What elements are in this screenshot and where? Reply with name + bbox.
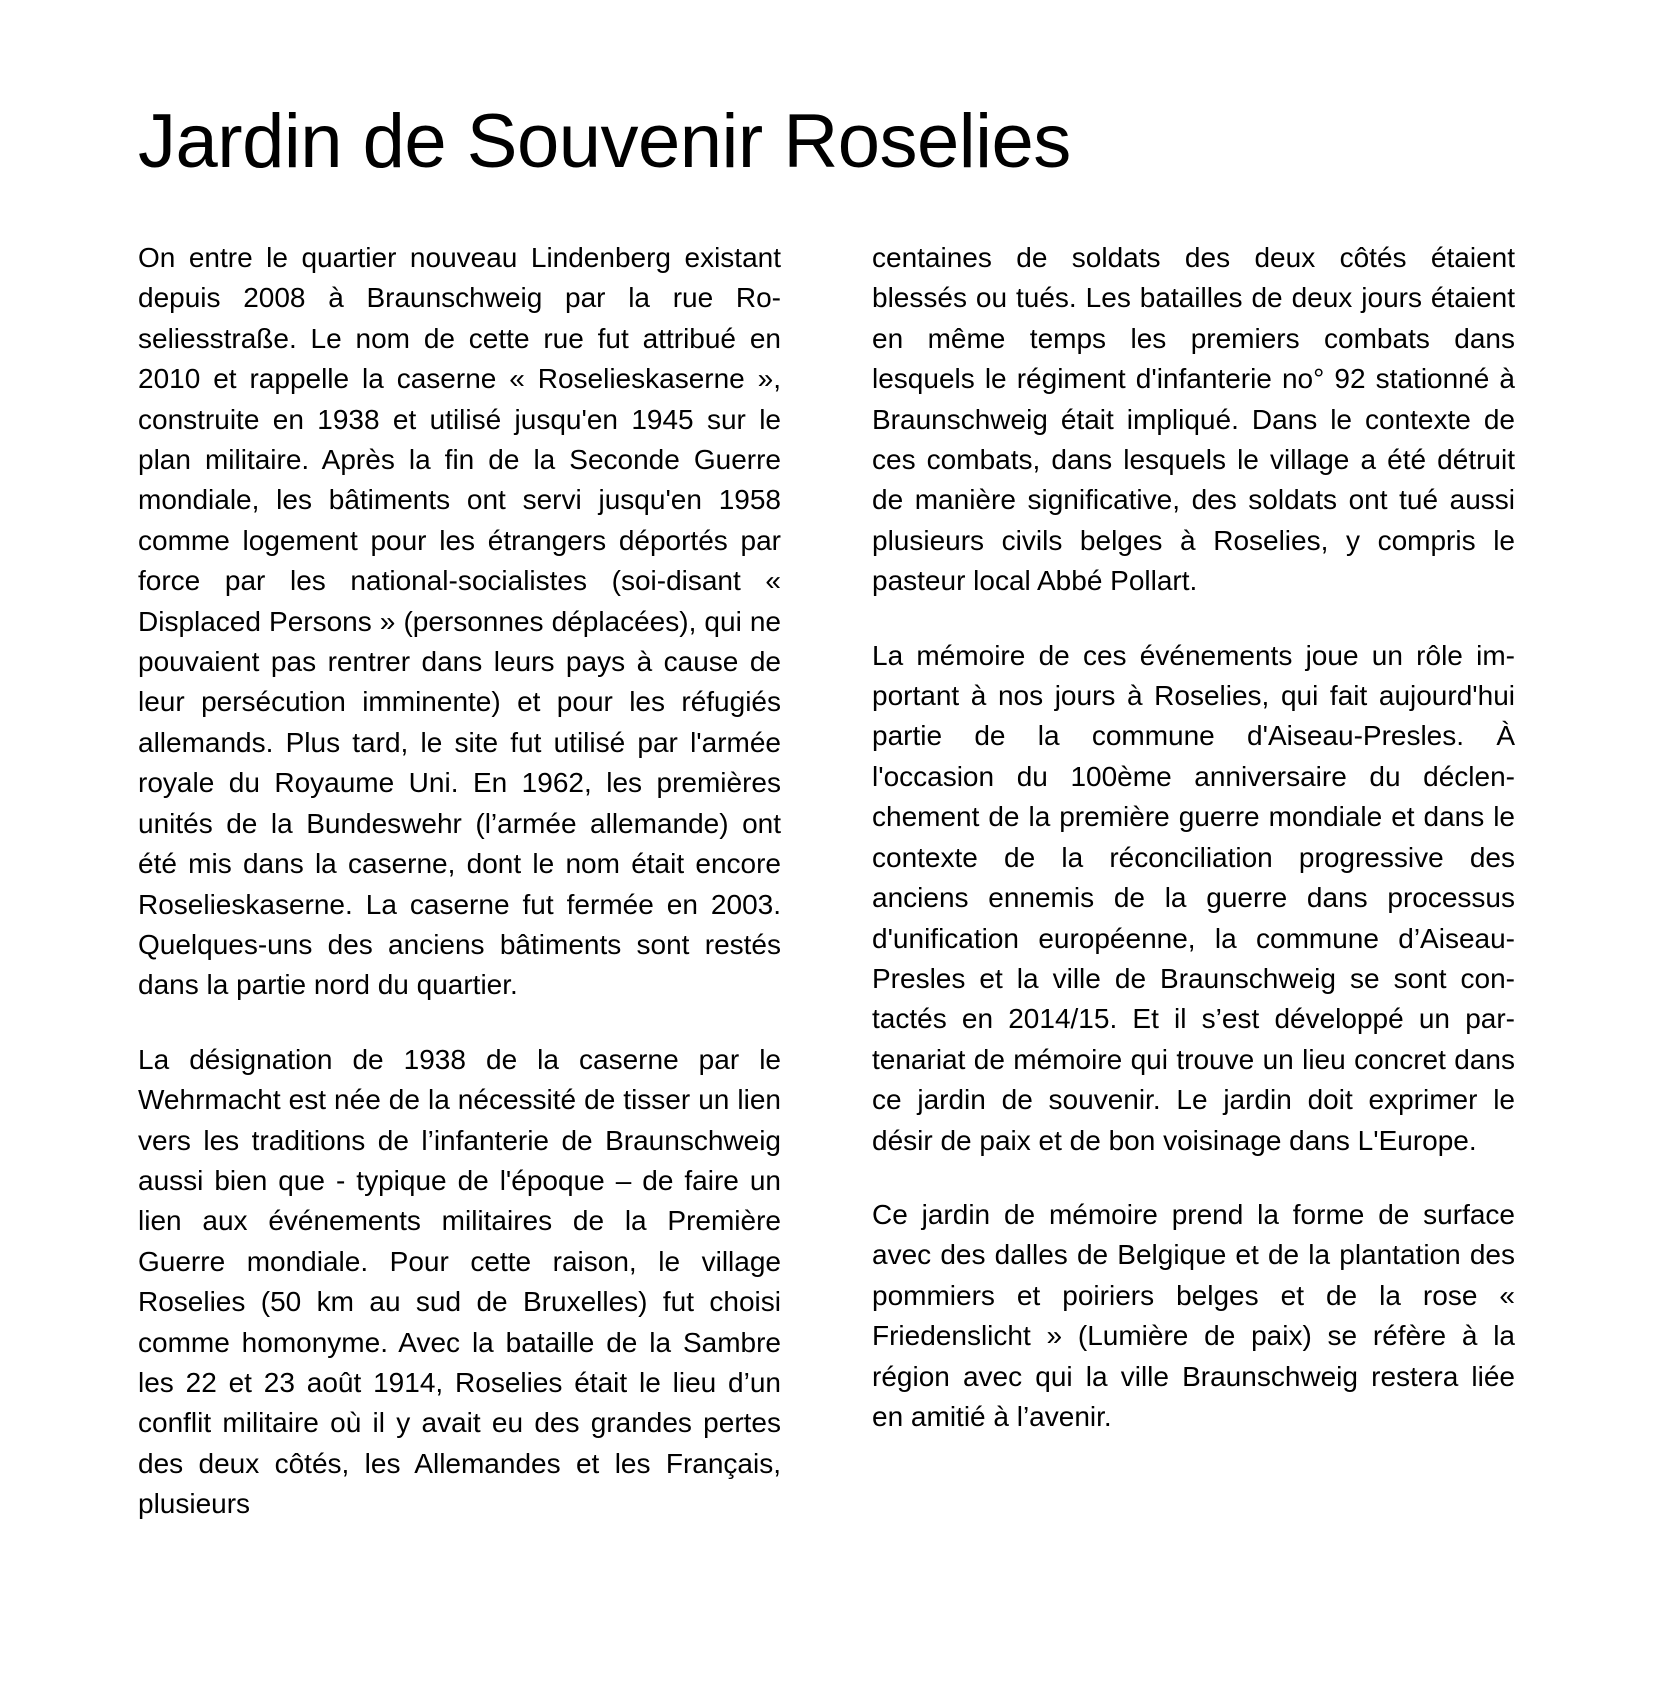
paragraph-designation-1938: La désignation de 1938 de la caserne par le Wehrmacht est née de la nécessité de tisser un lien vers les traditions de l’infanterie de Braunschweig aussi bien que - typique de l'époque – de faire un lien aux événements militaires de la Première Guerre mondiale. Pour cette raison, le village Roselies (50 km au sud de Bruxelles) fut choisi comme homonyme. Avec la bataille de la Sambre les 22 et 23 août 1914, Roselies était le lieu d’un conflit militaire où il y avait eu des grandes pertes des deux côtés, les Allemandes et les Français, plusieurs bbox=[138, 1043, 781, 1520]
page-title: Jardin de Souvenir Roselies bbox=[138, 99, 1071, 184]
paragraph-memory-partnership: La mémoire de ces événements joue un rôle important à nos jours à Roselies, qui fait aujourd'hui partie de la commune d'Aiseau-Presles. À l'occasion du 100ème anniversaire du déclenchement de la première guerre mondiale et dans le contexte de la réconciliation progressive des anciens ennemis de la guerre dans processus d'unification européenne, la commune d’Aiseau-Presles et la ville de Braunschweig se sont contactés en 2014/15. Et il s’est développé un partenariat de mémoire qui trouve un lieu concret dans ce jardin de souvenir. Le jardin doit exprimer le désir de paix et de bon voisinage dans L'Europe. bbox=[872, 639, 1515, 1156]
paragraph-battle-continued: centaines de soldats des deux côtés étaient blessés ou tués. Les batailles de deux jours étaient en même temps les premiers combats dans lesquels le régiment d'infanterie no° 92 stationné à Braunschweig était impliqué. Dans le contexte de ces combats, dans lesquels le village a été détruit de manière significative, des soldats ont tué aussi plusieurs civils belges à Roselies, y compris le pasteur local Abbé Pollart. bbox=[872, 242, 1515, 597]
paragraph-garden-description: Ce jardin de mémoire prend la forme de surface avec des dalles de Belgique et de la plantation des pommiers et poiriers belges et de la rose « Friedenslicht » (Lumière de paix) se réfère à la région avec qui la ville Braunschweig restera liée en amitié à l’avenir. bbox=[872, 1198, 1515, 1432]
left-text-column bbox=[138, 238, 781, 1525]
right-text-column bbox=[872, 238, 1515, 1437]
paragraph-lindenberg-history: On entre le quartier nouveau Lindenberg existant depuis 2008 à Braunschweig par la rue Roseliesstraße. Le nom de cette rue fut attribué en 2010 et rappelle la caserne « Roselieskaserne », construite en 1938 et utilisé jusqu'en 1945 sur le plan militaire. Après la fin de la Seconde Guerre mondiale, les bâtiments ont servi jusqu'en 1958 comme logement pour les étrangers déportés par force par les national-socialistes (soi-disant « Displaced Persons » (personnes déplacées), qui ne pouvaient pas rentrer dans leurs pays à cause de leur persécution imminente) et pour les réfugiés allemands. Plus tard, le site fut utilisé par l'armée royale du Royaume Uni. En 1962, les premières unités de la Bundeswehr (l’armée allemande) ont été mis dans la caserne, dont le nom était encore Roselieskaserne. La caserne fut fermée en 2003. Quelques-uns des anciens bâtiments sont restés dans la partie nord du quartier. bbox=[138, 242, 781, 1001]
